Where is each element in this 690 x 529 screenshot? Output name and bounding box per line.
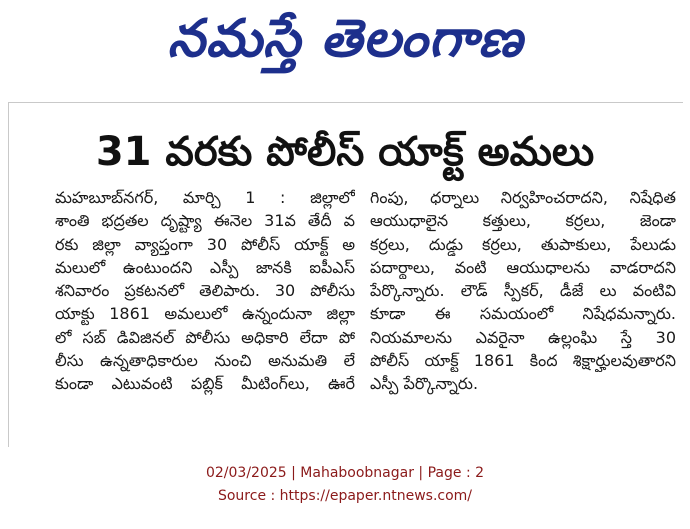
footer-date-line: 02/03/2025 | Mahaboobnagar | Page : 2 (205, 465, 485, 481)
article-column-left (55, 186, 355, 396)
article-line: ఎస్పీ పేర్కొన్నారు. (370, 374, 479, 394)
article-line: పేర్కొన్నారు. లౌడ్ స్పీకర్, డీజే లు వంటివి (370, 281, 676, 301)
article-column-right (370, 186, 676, 396)
article-line: శనివారం ప్రకటనలో తెలిపారు. 30 పోలీసు (55, 281, 355, 301)
article-line: గింపు, ధర్నాలు నిర్వహించరాదని, నిషేధిత (370, 188, 676, 207)
article-line: లీసు ఉన్నతాధికారుల నుంచి అనుమతి లే (55, 351, 355, 371)
article-line: కర్రలు, దుడ్డు కర్రలు, తుపాకులు, పేలుడు (370, 234, 676, 254)
article-line: లో సబ్ డివిజినల్ పోలీసు అధికారి లేదా పో (55, 327, 355, 347)
newspaper-masthead (0, 0, 690, 82)
article-line: రకు జిల్లా వ్యాప్తంగా 30 పోలీస్ యాక్ట్ అ (55, 234, 355, 254)
article-line: మలులో ఉంటుందని ఎస్పీ జానకి ఐపీఎస్ (55, 257, 355, 277)
article-line: పోలీస్ యాక్ట్ 1861 కింద శిక్షార్హులవుతారని (370, 351, 676, 371)
article-headline: 31 వరకు పోలీస్ యాక్ట్ అమలు (95, 129, 595, 175)
article-line: నియమాలను ఎవరైనా ఉల్లంఘి స్తే 30 (370, 327, 676, 347)
article-line: కుండా ఎటువంటి పబ్లిక్ మీటింగ్‌లు, ఊరే (55, 374, 355, 394)
article-line: మహబూబ్‌నగర్, మార్చి 1 : జిల్లాలో (55, 188, 355, 207)
article-line: కూడా ఈ సమయంలో నిషేధమన్నారు. (370, 304, 676, 324)
masthead-title: నమస్తే తెలంగాణ (167, 9, 523, 69)
article-line: శాంతి భద్రతల దృష్ట్యా ఈనెల 31వ తేదీ వ (55, 211, 355, 231)
article-line: పదార్థాలు, వంటి ఆయుధాలను వాడరాదని (370, 257, 676, 277)
article-line: యాక్టు 1861 అమలులో ఉన్నందునా జిల్లా (55, 304, 355, 324)
article-line: ఆయుధాలైన కత్తులు, కర్రలు, జెండా (370, 211, 676, 231)
footer-source-line: Source : https://epaper.ntnews.com/ (217, 488, 473, 504)
